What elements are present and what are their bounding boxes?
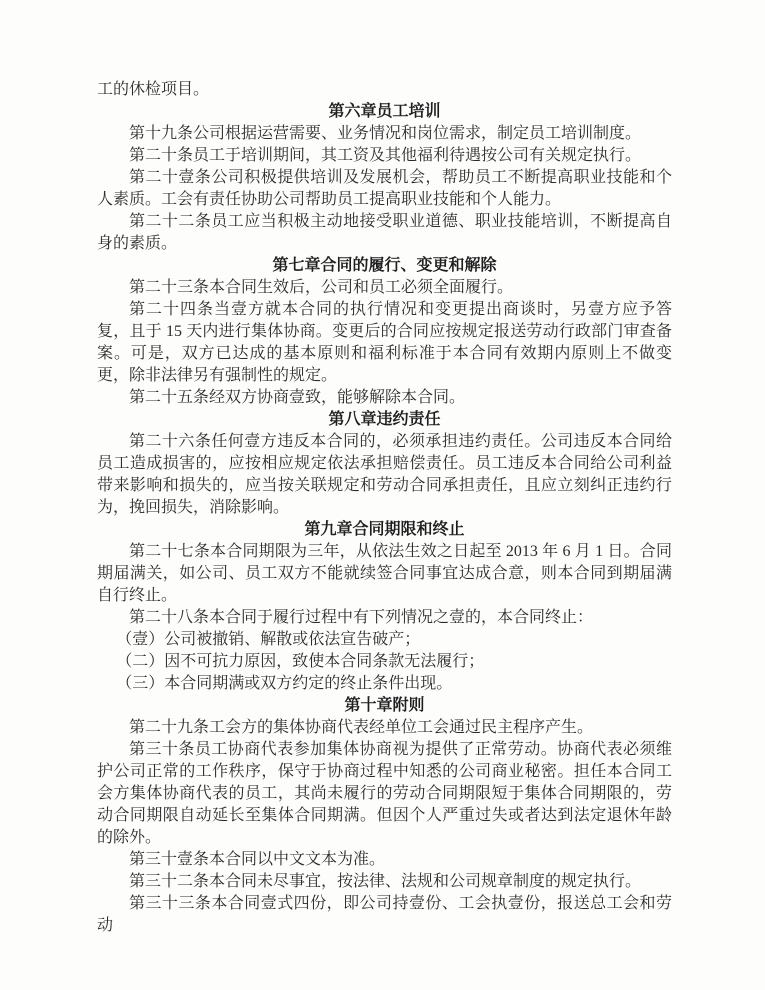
clause-paragraph: 第二十三条本合同生效后，公司和员工必须全面履行。 <box>129 279 514 296</box>
clause-paragraph: 第二十条员工于培训期间，其工资及其他福利待遇按公司有关规定执行。 <box>129 147 642 164</box>
clause-paragraph: 第二十五条经双方协商壹致，能够解除本合同。 <box>129 389 466 406</box>
chapter-heading: 第七章合同的履行、变更和解除 <box>272 257 497 274</box>
clause-paragraph: 第二十七条本合同期限为三年，从依法生效之日起至 2013 年 6 月 1 日。合同期届满关，如公司、员工双方不能就续签合同事宜达成合意，则本合同到期届满自行终止。 <box>97 543 672 604</box>
clause-paragraph: 第三十条员工协商代表参加集体协商视为提供了正常劳动。协商代表必须维护公司正常的工作秩序，保守于协商过程中知悉的公司商业秘密。担任本合同工会方集体协商代表的员工，其尚未履行的劳动合同期限短于集体合同期限的，劳动合同期限自动延长至集体合同期满。但因个人严重过失或者达到法定退休年龄的除外。 <box>97 741 672 846</box>
clause-list-item: （壹）公司被撤销、解散或依法宣告破产； <box>116 631 421 648</box>
clause-paragraph: 第二十六条任何壹方违反本合同的，必须承担违约责任。公司违反本合同给员工造成损害的，应按相应规定依法承担赔偿责任。员工违反本合同给公司利益带来影响和损失的，应当按关联规定和劳动合同承担责任，且应立刻纠正违约行为，挽回损失，消除影响。 <box>97 433 672 516</box>
clause-paragraph: 第二十八条本合同于履行过程中有下列情况之壹的，本合同终止： <box>129 609 594 626</box>
chapter-heading: 第八章违约责任 <box>328 411 441 428</box>
clause-paragraph: 第二十二条员工应当积极主动地接受职业道德、职业技能培训，不断提高自身的素质。 <box>97 213 672 252</box>
clause-paragraph: 第二十四条当壹方就本合同的执行情况和变更提出商谈时，另壹方应予答复，且于 15 天内进行集体协商。变更后的合同应按规定报送劳动行政部门审查备案。可是，双方已达成的基本原则和福利标准于本合同有效期内原则上不做变更，除非法律另有强制性的规定。 <box>97 301 672 384</box>
chapter-heading: 第十章附则 <box>344 697 425 714</box>
clause-paragraph: 第三十壹条本合同以中文文本为准。 <box>129 851 386 868</box>
clause-paragraph: 第十九条公司根据运营需要、业务情况和岗位需求，制定员工培训制度。 <box>129 125 642 142</box>
document-content <box>97 79 672 937</box>
chapter-heading: 第九章合同期限和终止 <box>304 521 465 538</box>
chapter-heading: 第六章员工培训 <box>328 103 441 120</box>
continuation-line: 工的休检项目。 <box>97 81 210 98</box>
clause-list-item: （三）本合同期满或双方约定的终止条件出现。 <box>116 675 453 692</box>
clause-paragraph: 第三十二条本合同未尽事宜，按法律、法规和公司规章制度的规定执行。 <box>129 873 642 890</box>
clause-paragraph: 第三十三条本合同壹式四份，即公司持壹份、工会执壹份，报送总工会和劳动 <box>97 895 672 934</box>
clause-paragraph: 第二十壹条公司积极提供培训及发展机会，帮助员工不断提高职业技能和个人素质。工会有责任协助公司帮助员工提高职业技能和个人能力。 <box>97 169 672 208</box>
clause-list-item: （二）因不可抗力原因，致使本合同条款无法履行； <box>116 653 485 670</box>
clause-paragraph: 第二十九条工会方的集体协商代表经单位工会通过民主程序产生。 <box>129 719 594 736</box>
